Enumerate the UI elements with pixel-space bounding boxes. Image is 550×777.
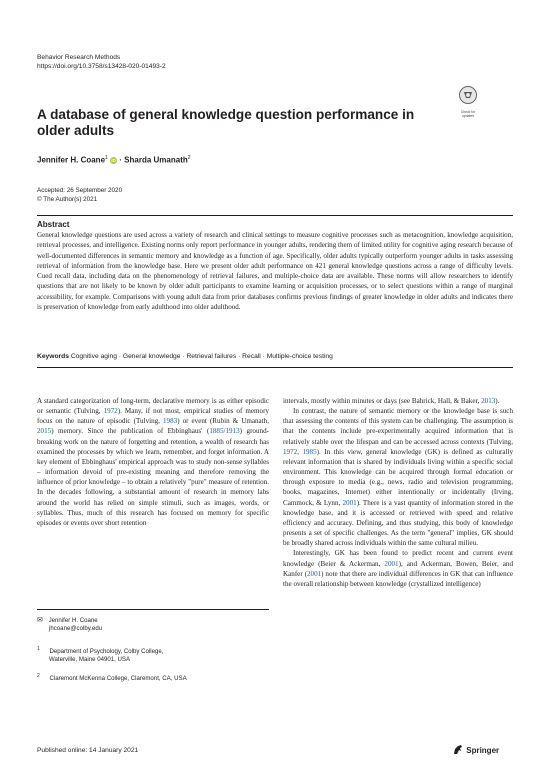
footnotes <box>37 617 269 683</box>
check-for-updates-badge[interactable] <box>457 85 479 118</box>
keywords-list: Cognitive aging · General knowledge · Retrieval failures · Recall · Multiple-choice testing <box>70 353 333 360</box>
citation-link[interactable]: 1983 <box>163 417 178 426</box>
citation-link[interactable]: 2013 <box>481 397 496 405</box>
author-name[interactable]: Jennifer H. Coane <box>37 155 106 165</box>
text-run: ) or event (Rubin & Umanath, <box>177 417 269 426</box>
abstract-heading: Abstract <box>37 220 70 229</box>
footnote-divider <box>37 609 269 610</box>
text-run: Interestingly, GK has been found to predict recent and current event knowledge (Beier & Ackerman, <box>283 549 513 568</box>
publication-dates <box>37 187 122 204</box>
citation-link[interactable]: 1885/1913 <box>209 427 240 436</box>
contact-author <box>37 617 269 625</box>
journal-name: Behavior Research Methods <box>37 54 121 61</box>
divider <box>37 367 513 368</box>
journal-header <box>37 53 166 71</box>
text-run: ). In this view, general knowledge (GK) is defined as culturally relevant information that is shared by individuals living within a specific social environment. This knowledge can be acquired through formal education or through exposure to media (e.g., news, radio and television programming, books, magazines, Internet) either intentionally or incidentally (Irving, Cammock, & Lynn, <box>283 447 513 507</box>
left-column <box>37 396 269 528</box>
text-run: intervals, mostly within minutes or days (see Bahrick, Hall, & Baker, <box>283 397 482 405</box>
envelope-icon: ✉ <box>37 617 43 624</box>
affiliation-number: 2 <box>37 672 40 679</box>
text-run: ) memory. Since the publication of Ebbinghaus' ( <box>51 427 210 436</box>
doi-link[interactable]: https://doi.org/10.3758/s13428-020-01493-2 <box>37 63 166 70</box>
citation-link[interactable]: 1972 <box>283 447 298 456</box>
citation-link[interactable]: 1985 <box>302 447 317 456</box>
author-list <box>37 155 191 165</box>
affiliation-text: Waterville, Maine 04901, USA <box>49 656 131 664</box>
citation-link[interactable]: 2001 <box>306 569 322 578</box>
keywords <box>37 353 513 360</box>
author-name[interactable]: Sharda Umanath <box>124 155 188 165</box>
contact-name: Jennifer H. Coane <box>48 617 98 624</box>
orcid-icon[interactable]: iD <box>111 157 116 163</box>
abstract-text: General knowledge questions are used across a variety of research and clinical settings to measure cognitive processes such as metacognition, knowledge acquisition, retrieval processes, and intelligence. Existing norms only report performance in younger adults, rendering them of limited utility for cognitive aging research because of well-documented differences in semantic memory and knowledge as a function of age. Specifically, older adults typically outperform younger adults in tasks assessing retrieval of information from the knowledge base. Here we present older adult performance on 421 general knowledge questions across a range of difficulty levels. Cued recall data, including data on the phenomenology of retrieval failures, and multiple-choice data are available. These norms will allow researchers to identify questions that are not likely to be known by older adult participants to examine learning or acquisition processes, or to select questions within a range of marginal accessibility, for example. Comparisons with young adult data from prior databases confirms previous findings of greater knowledge in older adults and indicates there is preservation of knowledge from early adulthood into older adulthood. <box>37 231 513 312</box>
springer-horse-icon <box>452 744 464 755</box>
publisher-logo <box>452 744 499 755</box>
text-run: ) ground-breaking work on the nature of forgetting and retention, a wealth of research has examined the processes by which we learn, remember, and forget information. A key element of Ebbinghaus' empirical approach was to study non-sense syllables – information devoid of pre-existing meaning and therefore removing the influence of prior knowledge – to obtain a relatively "pure" measure of retention. In the decades following, a substantial amount of research in memory labs around the world has relied on simple stimuli, such as images, words, or syllables. Thus, much of this research has focused on memory for specific episodes or events over short retention <box>37 427 269 527</box>
text-run: ), and Ackerman, Bowen, Beier, and Kanfer ( <box>283 559 513 578</box>
citation-link[interactable]: 2015 <box>37 427 52 436</box>
text-run: ). There is a vast quantity of information stored in the knowledge base, and it is accessed or retrieved with speed and relative efficiency and accuracy. Defining, and thus studying, this body of knowledge presents a set of specific challenges. As the term "general" implies, GK should be broadly shared across individuals within the same cultural milieu. <box>283 498 513 548</box>
text-run: A standard categorization of long-term, declarative memory is as either episodic or semantic (Tulving, <box>37 397 269 416</box>
affiliation-2 <box>37 672 269 683</box>
text-run: ) note that there are individual differences in GK that can influence the overall relationship between knowledge (crystallized intelligence) <box>283 569 513 588</box>
affiliation-marker: 2 <box>187 155 191 161</box>
check-for-updates-icon <box>457 85 479 105</box>
publisher-name: Springer <box>466 746 500 755</box>
badge-line1: Check for <box>460 110 476 114</box>
text-run: In contrast, the nature of semantic memory or the knowledge base is such that assessing the contents of this system can be challenging. The assumption is that the contents include pre-experimentally acquired information that is relatively stable over the lifespan and can be accessed across contexts (Tulving, <box>283 407 513 446</box>
contact-email[interactable]: jhcoane@colby.edu <box>49 625 103 633</box>
copyright-notice: © The Author(s) 2021 <box>37 195 98 203</box>
text-run: , <box>297 447 303 456</box>
text-run: ). Many, if not most, empirical studies of memory focus on the nature of episodic (Tulving, <box>37 407 269 426</box>
text-run: ). <box>495 397 500 405</box>
author-separator: · <box>119 155 122 165</box>
citation-link[interactable]: 2001 <box>384 559 399 568</box>
published-online-date: Published online: 14 January 2021 <box>37 747 139 754</box>
affiliation-number: 1 <box>37 645 40 652</box>
citation-link[interactable]: 1972 <box>103 407 118 416</box>
divider <box>37 215 513 216</box>
paper-title: A database of general knowledge question performance in older adults <box>37 107 415 138</box>
badge-line2: updates <box>461 114 475 118</box>
affiliation-1 <box>37 645 269 656</box>
keywords-label: Keywords <box>37 353 69 360</box>
citation-link[interactable]: 2001 <box>342 498 357 507</box>
affiliation-marker: 1 <box>105 155 108 161</box>
affiliation-text: Department of Psychology, Colby College, <box>49 647 164 655</box>
paragraph <box>37 396 269 528</box>
paragraph <box>283 406 513 548</box>
affiliation-text: Claremont McKenna College, Claremont, CA, USA <box>49 674 187 682</box>
right-column <box>283 396 513 589</box>
paragraph <box>283 396 513 406</box>
accepted-date: Accepted: 26 September 2020 <box>37 187 123 194</box>
paragraph <box>283 548 513 589</box>
